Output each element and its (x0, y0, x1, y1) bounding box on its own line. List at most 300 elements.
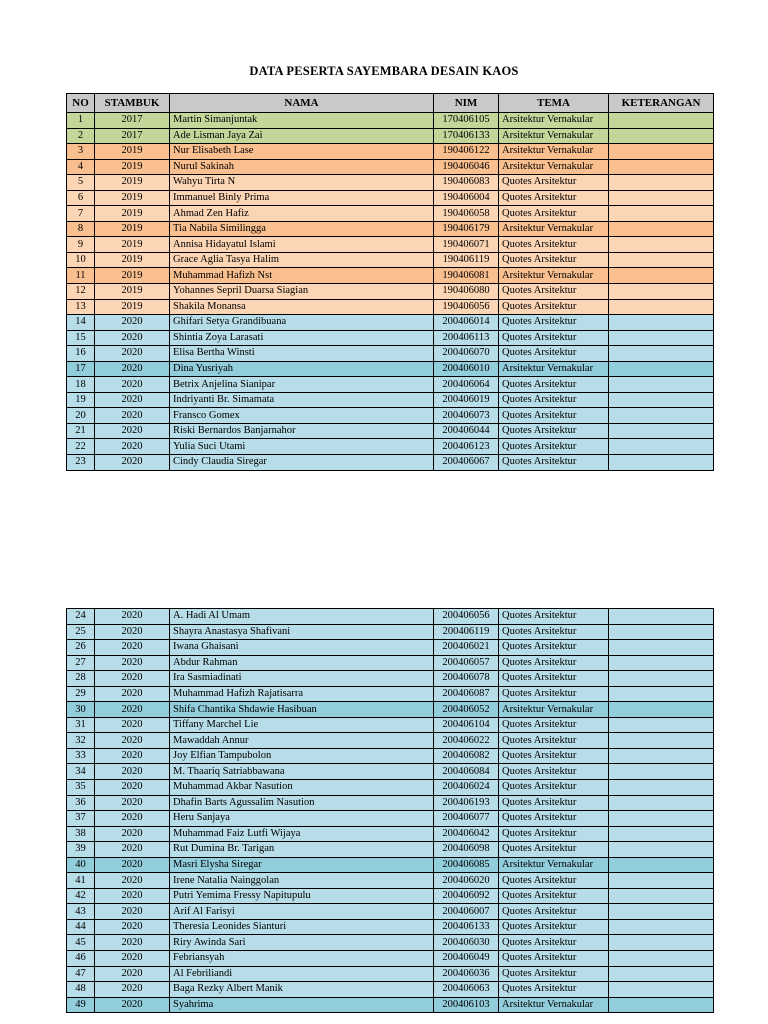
cell-no: 44 (67, 919, 95, 935)
cell-keterangan (609, 361, 714, 377)
cell-keterangan (609, 671, 714, 687)
cell-nim: 200406024 (434, 780, 499, 796)
cell-stambuk: 2020 (95, 361, 170, 377)
cell-nim: 200406030 (434, 935, 499, 951)
cell-nim: 200406123 (434, 439, 499, 455)
cell-nim: 190406056 (434, 299, 499, 315)
cell-stambuk: 2020 (95, 780, 170, 796)
cell-tema: Quotes Arsitektur (499, 888, 609, 904)
table-row (67, 671, 714, 687)
table-row (67, 919, 714, 935)
cell-tema: Arsitektur Vernakular (499, 361, 609, 377)
cell-nim: 170406133 (434, 128, 499, 144)
cell-tema: Quotes Arsitektur (499, 748, 609, 764)
table-row (67, 252, 714, 268)
cell-stambuk: 2019 (95, 221, 170, 237)
cell-keterangan (609, 128, 714, 144)
cell-tema: Quotes Arsitektur (499, 299, 609, 315)
cell-no: 25 (67, 624, 95, 640)
table-row (67, 655, 714, 671)
table-row (67, 904, 714, 920)
cell-nama: Betrix Anjelina Sianipar (170, 377, 434, 393)
table-row (67, 423, 714, 439)
cell-no: 4 (67, 159, 95, 175)
table-row (67, 982, 714, 998)
cell-nim: 200406049 (434, 951, 499, 967)
cell-nama: Dhafin Barts Agussalim Nasution (170, 795, 434, 811)
cell-tema: Quotes Arsitektur (499, 624, 609, 640)
table-row (67, 966, 714, 982)
table-row (67, 609, 714, 625)
cell-stambuk: 2020 (95, 966, 170, 982)
cell-stambuk: 2019 (95, 206, 170, 222)
cell-no: 26 (67, 640, 95, 656)
cell-keterangan (609, 113, 714, 129)
cell-no: 13 (67, 299, 95, 315)
cell-tema: Quotes Arsitektur (499, 252, 609, 268)
cell-no: 1 (67, 113, 95, 129)
cell-nim: 190406179 (434, 221, 499, 237)
cell-keterangan (609, 795, 714, 811)
cell-stambuk: 2020 (95, 655, 170, 671)
cell-no: 42 (67, 888, 95, 904)
cell-stambuk: 2020 (95, 764, 170, 780)
cell-nama: Tiffany Marchel Lie (170, 717, 434, 733)
cell-tema: Quotes Arsitektur (499, 811, 609, 827)
cell-nim: 170406105 (434, 113, 499, 129)
table-row (67, 113, 714, 129)
cell-keterangan (609, 982, 714, 998)
cell-stambuk: 2020 (95, 686, 170, 702)
cell-stambuk: 2020 (95, 609, 170, 625)
cell-stambuk: 2020 (95, 439, 170, 455)
cell-tema: Quotes Arsitektur (499, 780, 609, 796)
table-row (67, 624, 714, 640)
cell-nim: 200406084 (434, 764, 499, 780)
table-row (67, 811, 714, 827)
cell-no: 17 (67, 361, 95, 377)
cell-keterangan (609, 733, 714, 749)
cell-nama: Cindy Claudia Siregar (170, 455, 434, 471)
cell-stambuk: 2020 (95, 919, 170, 935)
cell-stambuk: 2019 (95, 252, 170, 268)
cell-nama: Yohannes Sepril Duarsa Siagian (170, 284, 434, 300)
cell-stambuk: 2020 (95, 377, 170, 393)
cell-no: 41 (67, 873, 95, 889)
table-row (67, 717, 714, 733)
cell-nim: 200406010 (434, 361, 499, 377)
cell-nama: Syahrima (170, 997, 434, 1013)
table-row (67, 733, 714, 749)
cell-nama: Wahyu Tirta N (170, 175, 434, 191)
cell-keterangan (609, 439, 714, 455)
cell-stambuk: 2020 (95, 935, 170, 951)
cell-nim: 200406014 (434, 315, 499, 331)
cell-tema: Quotes Arsitektur (499, 190, 609, 206)
cell-stambuk: 2020 (95, 997, 170, 1013)
cell-no: 31 (67, 717, 95, 733)
cell-nama: Annisa Hidayatul Islami (170, 237, 434, 253)
cell-nama: Ira Sasmiadinati (170, 671, 434, 687)
cell-keterangan (609, 857, 714, 873)
cell-nama: M. Thaariq Satriabbawana (170, 764, 434, 780)
cell-tema: Arsitektur Vernakular (499, 702, 609, 718)
cell-keterangan (609, 423, 714, 439)
cell-keterangan (609, 315, 714, 331)
cell-tema: Arsitektur Vernakular (499, 159, 609, 175)
table-row (67, 686, 714, 702)
cell-nama: Mawaddah Annur (170, 733, 434, 749)
cell-nama: A. Hadi Al Umam (170, 609, 434, 625)
cell-tema: Quotes Arsitektur (499, 686, 609, 702)
table-row (67, 439, 714, 455)
cell-nama: Shakila Monansa (170, 299, 434, 315)
cell-stambuk: 2020 (95, 717, 170, 733)
cell-nama: Putri Yemima Fressy Napitupulu (170, 888, 434, 904)
cell-nama: Riry Awinda Sari (170, 935, 434, 951)
cell-tema: Quotes Arsitektur (499, 284, 609, 300)
cell-keterangan (609, 455, 714, 471)
cell-stambuk: 2020 (95, 624, 170, 640)
table-row (67, 764, 714, 780)
cell-tema: Quotes Arsitektur (499, 795, 609, 811)
cell-nama: Arif Al Farisyi (170, 904, 434, 920)
cell-keterangan (609, 299, 714, 315)
cell-nim: 190406004 (434, 190, 499, 206)
cell-nim: 200406063 (434, 982, 499, 998)
table-row (67, 377, 714, 393)
cell-keterangan (609, 206, 714, 222)
cell-tema: Quotes Arsitektur (499, 237, 609, 253)
cell-no: 30 (67, 702, 95, 718)
cell-no: 12 (67, 284, 95, 300)
table-row (67, 780, 714, 796)
cell-nama: Ahmad Zen Hafiz (170, 206, 434, 222)
table-row (67, 826, 714, 842)
cell-no: 27 (67, 655, 95, 671)
cell-no: 33 (67, 748, 95, 764)
cell-nim: 200406007 (434, 904, 499, 920)
cell-no: 22 (67, 439, 95, 455)
cell-tema: Quotes Arsitektur (499, 377, 609, 393)
table-row (67, 857, 714, 873)
cell-tema: Quotes Arsitektur (499, 904, 609, 920)
participants-table-continued (66, 608, 714, 1013)
cell-no: 40 (67, 857, 95, 873)
cell-stambuk: 2020 (95, 671, 170, 687)
cell-nim: 190406119 (434, 252, 499, 268)
cell-stambuk: 2020 (95, 857, 170, 873)
cell-nama: Iwana Ghaisani (170, 640, 434, 656)
cell-nim: 200406070 (434, 346, 499, 362)
cell-nim: 200406082 (434, 748, 499, 764)
cell-nim: 200406064 (434, 377, 499, 393)
table-row (67, 175, 714, 191)
cell-nama: Ade Lisman Jaya Zai (170, 128, 434, 144)
cell-tema: Quotes Arsitektur (499, 935, 609, 951)
table-row (67, 128, 714, 144)
cell-keterangan (609, 919, 714, 935)
cell-nama: Al Febriliandi (170, 966, 434, 982)
cell-tema: Arsitektur Vernakular (499, 144, 609, 160)
cell-nama: Tia Nabila Similingga (170, 221, 434, 237)
cell-nim: 200406042 (434, 826, 499, 842)
cell-stambuk: 2020 (95, 392, 170, 408)
cell-no: 29 (67, 686, 95, 702)
cell-no: 38 (67, 826, 95, 842)
cell-nim: 200406056 (434, 609, 499, 625)
cell-nama: Shintia Zoya Larasati (170, 330, 434, 346)
cell-nama: Martin Simanjuntak (170, 113, 434, 129)
table-row (67, 997, 714, 1013)
cell-nim: 200406092 (434, 888, 499, 904)
cell-nama: Indriyanti Br. Simamata (170, 392, 434, 408)
cell-keterangan (609, 966, 714, 982)
cell-no: 7 (67, 206, 95, 222)
cell-keterangan (609, 190, 714, 206)
cell-nim: 200406020 (434, 873, 499, 889)
cell-nama: Ghifari Setya Grandibuana (170, 315, 434, 331)
cell-no: 3 (67, 144, 95, 160)
cell-tema: Quotes Arsitektur (499, 392, 609, 408)
cell-no: 20 (67, 408, 95, 424)
cell-tema: Quotes Arsitektur (499, 671, 609, 687)
cell-keterangan (609, 951, 714, 967)
table-row (67, 190, 714, 206)
cell-keterangan (609, 144, 714, 160)
cell-nim: 200406098 (434, 842, 499, 858)
table-row (67, 935, 714, 951)
cell-keterangan (609, 377, 714, 393)
cell-keterangan (609, 268, 714, 284)
cell-nama: Muhammad Faiz Lutfi Wijaya (170, 826, 434, 842)
table-row (67, 842, 714, 858)
cell-tema: Quotes Arsitektur (499, 640, 609, 656)
cell-stambuk: 2020 (95, 811, 170, 827)
cell-nama: Muhammad Hafizh Nst (170, 268, 434, 284)
page-title: DATA PESERTA SAYEMBARA DESAIN KAOS (249, 64, 519, 78)
table-row (67, 873, 714, 889)
cell-keterangan (609, 175, 714, 191)
cell-keterangan (609, 717, 714, 733)
cell-tema: Quotes Arsitektur (499, 764, 609, 780)
cell-nim: 190406083 (434, 175, 499, 191)
cell-nama: Nurul Sakinah (170, 159, 434, 175)
cell-nim: 200406057 (434, 655, 499, 671)
cell-keterangan (609, 159, 714, 175)
cell-nama: Baga Rezky Albert Manik (170, 982, 434, 998)
cell-keterangan (609, 237, 714, 253)
cell-nim: 200406019 (434, 392, 499, 408)
table-row (67, 361, 714, 377)
cell-keterangan (609, 408, 714, 424)
cell-tema: Quotes Arsitektur (499, 439, 609, 455)
cell-no: 36 (67, 795, 95, 811)
cell-no: 8 (67, 221, 95, 237)
table-row (67, 951, 714, 967)
cell-nim: 200406067 (434, 455, 499, 471)
cell-stambuk: 2017 (95, 128, 170, 144)
cell-no: 28 (67, 671, 95, 687)
table-row (67, 330, 714, 346)
table-row (67, 237, 714, 253)
cell-tema: Quotes Arsitektur (499, 951, 609, 967)
cell-nim: 200406022 (434, 733, 499, 749)
cell-stambuk: 2019 (95, 237, 170, 253)
cell-no: 43 (67, 904, 95, 920)
cell-nama: Shifa Chantika Shdawie Hasibuan (170, 702, 434, 718)
cell-keterangan (609, 392, 714, 408)
cell-keterangan (609, 873, 714, 889)
cell-stambuk: 2019 (95, 159, 170, 175)
cell-keterangan (609, 686, 714, 702)
cell-stambuk: 2020 (95, 888, 170, 904)
cell-tema: Quotes Arsitektur (499, 175, 609, 191)
cell-keterangan (609, 764, 714, 780)
cell-nama: Heru Sanjaya (170, 811, 434, 827)
table-row (67, 315, 714, 331)
cell-nama: Grace Aglia Tasya Halim (170, 252, 434, 268)
cell-nim: 190406081 (434, 268, 499, 284)
cell-stambuk: 2020 (95, 842, 170, 858)
table-row (67, 392, 714, 408)
cell-nim: 190406046 (434, 159, 499, 175)
cell-stambuk: 2020 (95, 408, 170, 424)
table-row (67, 795, 714, 811)
cell-nama: Rut Dumina Br. Tarigan (170, 842, 434, 858)
cell-nama: Elisa Bertha Winsti (170, 346, 434, 362)
cell-tema: Quotes Arsitektur (499, 330, 609, 346)
cell-tema: Quotes Arsitektur (499, 408, 609, 424)
cell-no: 6 (67, 190, 95, 206)
cell-no: 14 (67, 315, 95, 331)
cell-stambuk: 2020 (95, 640, 170, 656)
cell-stambuk: 2019 (95, 190, 170, 206)
cell-stambuk: 2020 (95, 904, 170, 920)
table-header-row (67, 94, 714, 113)
table-row (67, 268, 714, 284)
cell-nama: Nur Elisabeth Lase (170, 144, 434, 160)
cell-no: 32 (67, 733, 95, 749)
cell-keterangan (609, 826, 714, 842)
table-row (67, 299, 714, 315)
cell-no: 39 (67, 842, 95, 858)
cell-stambuk: 2020 (95, 982, 170, 998)
cell-nim: 200406113 (434, 330, 499, 346)
cell-nim: 200406073 (434, 408, 499, 424)
cell-nim: 200406077 (434, 811, 499, 827)
cell-stambuk: 2020 (95, 733, 170, 749)
cell-no: 2 (67, 128, 95, 144)
cell-keterangan (609, 811, 714, 827)
cell-stambuk: 2020 (95, 748, 170, 764)
cell-stambuk: 2020 (95, 330, 170, 346)
cell-no: 37 (67, 811, 95, 827)
header-keterangan: KETERANGAN (609, 94, 714, 113)
cell-no: 21 (67, 423, 95, 439)
cell-stambuk: 2020 (95, 826, 170, 842)
cell-nama: Dina Yusriyah (170, 361, 434, 377)
header-tema: TEMA (499, 94, 609, 113)
table-row (67, 640, 714, 656)
cell-stambuk: 2020 (95, 702, 170, 718)
cell-no: 15 (67, 330, 95, 346)
cell-keterangan (609, 780, 714, 796)
cell-stambuk: 2020 (95, 873, 170, 889)
cell-tema: Arsitektur Vernakular (499, 113, 609, 129)
cell-stambuk: 2019 (95, 144, 170, 160)
cell-no: 10 (67, 252, 95, 268)
cell-stambuk: 2020 (95, 951, 170, 967)
header-stambuk: STAMBUK (95, 94, 170, 113)
cell-keterangan (609, 842, 714, 858)
table-row (67, 159, 714, 175)
cell-nim: 200406036 (434, 966, 499, 982)
header-no: NO (67, 94, 95, 113)
cell-keterangan (609, 935, 714, 951)
cell-tema: Quotes Arsitektur (499, 982, 609, 998)
table-row (67, 455, 714, 471)
cell-nama: Riski Bernardos Banjarnahor (170, 423, 434, 439)
cell-tema: Arsitektur Vernakular (499, 128, 609, 144)
cell-nim: 200406087 (434, 686, 499, 702)
cell-tema: Quotes Arsitektur (499, 873, 609, 889)
cell-no: 24 (67, 609, 95, 625)
cell-tema: Arsitektur Vernakular (499, 221, 609, 237)
cell-tema: Quotes Arsitektur (499, 346, 609, 362)
cell-stambuk: 2020 (95, 423, 170, 439)
cell-tema: Arsitektur Vernakular (499, 857, 609, 873)
cell-stambuk: 2019 (95, 299, 170, 315)
cell-nama: Fransco Gomex (170, 408, 434, 424)
cell-keterangan (609, 702, 714, 718)
cell-nama: Immanuel Binly Prima (170, 190, 434, 206)
table-row (67, 702, 714, 718)
table-row (67, 284, 714, 300)
cell-nim: 200406085 (434, 857, 499, 873)
cell-keterangan (609, 640, 714, 656)
table-row (67, 206, 714, 222)
cell-nama: Yulia Suci Utami (170, 439, 434, 455)
cell-no: 47 (67, 966, 95, 982)
cell-keterangan (609, 904, 714, 920)
cell-no: 45 (67, 935, 95, 951)
table-row (67, 346, 714, 362)
cell-no: 19 (67, 392, 95, 408)
cell-nim: 190406122 (434, 144, 499, 160)
cell-nim: 200406104 (434, 717, 499, 733)
cell-nim: 200406103 (434, 997, 499, 1013)
cell-nim: 200406021 (434, 640, 499, 656)
cell-tema: Quotes Arsitektur (499, 655, 609, 671)
cell-nama: Theresia Leonides Sianturi (170, 919, 434, 935)
cell-nama: Shayra Anastasya Shafivani (170, 624, 434, 640)
cell-keterangan (609, 609, 714, 625)
cell-nama: Abdur Rahman (170, 655, 434, 671)
table-row (67, 408, 714, 424)
cell-tema: Quotes Arsitektur (499, 455, 609, 471)
cell-no: 11 (67, 268, 95, 284)
cell-tema: Quotes Arsitektur (499, 717, 609, 733)
cell-stambuk: 2020 (95, 795, 170, 811)
cell-nim: 200406044 (434, 423, 499, 439)
cell-keterangan (609, 221, 714, 237)
cell-tema: Quotes Arsitektur (499, 423, 609, 439)
cell-keterangan (609, 748, 714, 764)
cell-keterangan (609, 346, 714, 362)
cell-no: 46 (67, 951, 95, 967)
cell-nama: Febriansyah (170, 951, 434, 967)
